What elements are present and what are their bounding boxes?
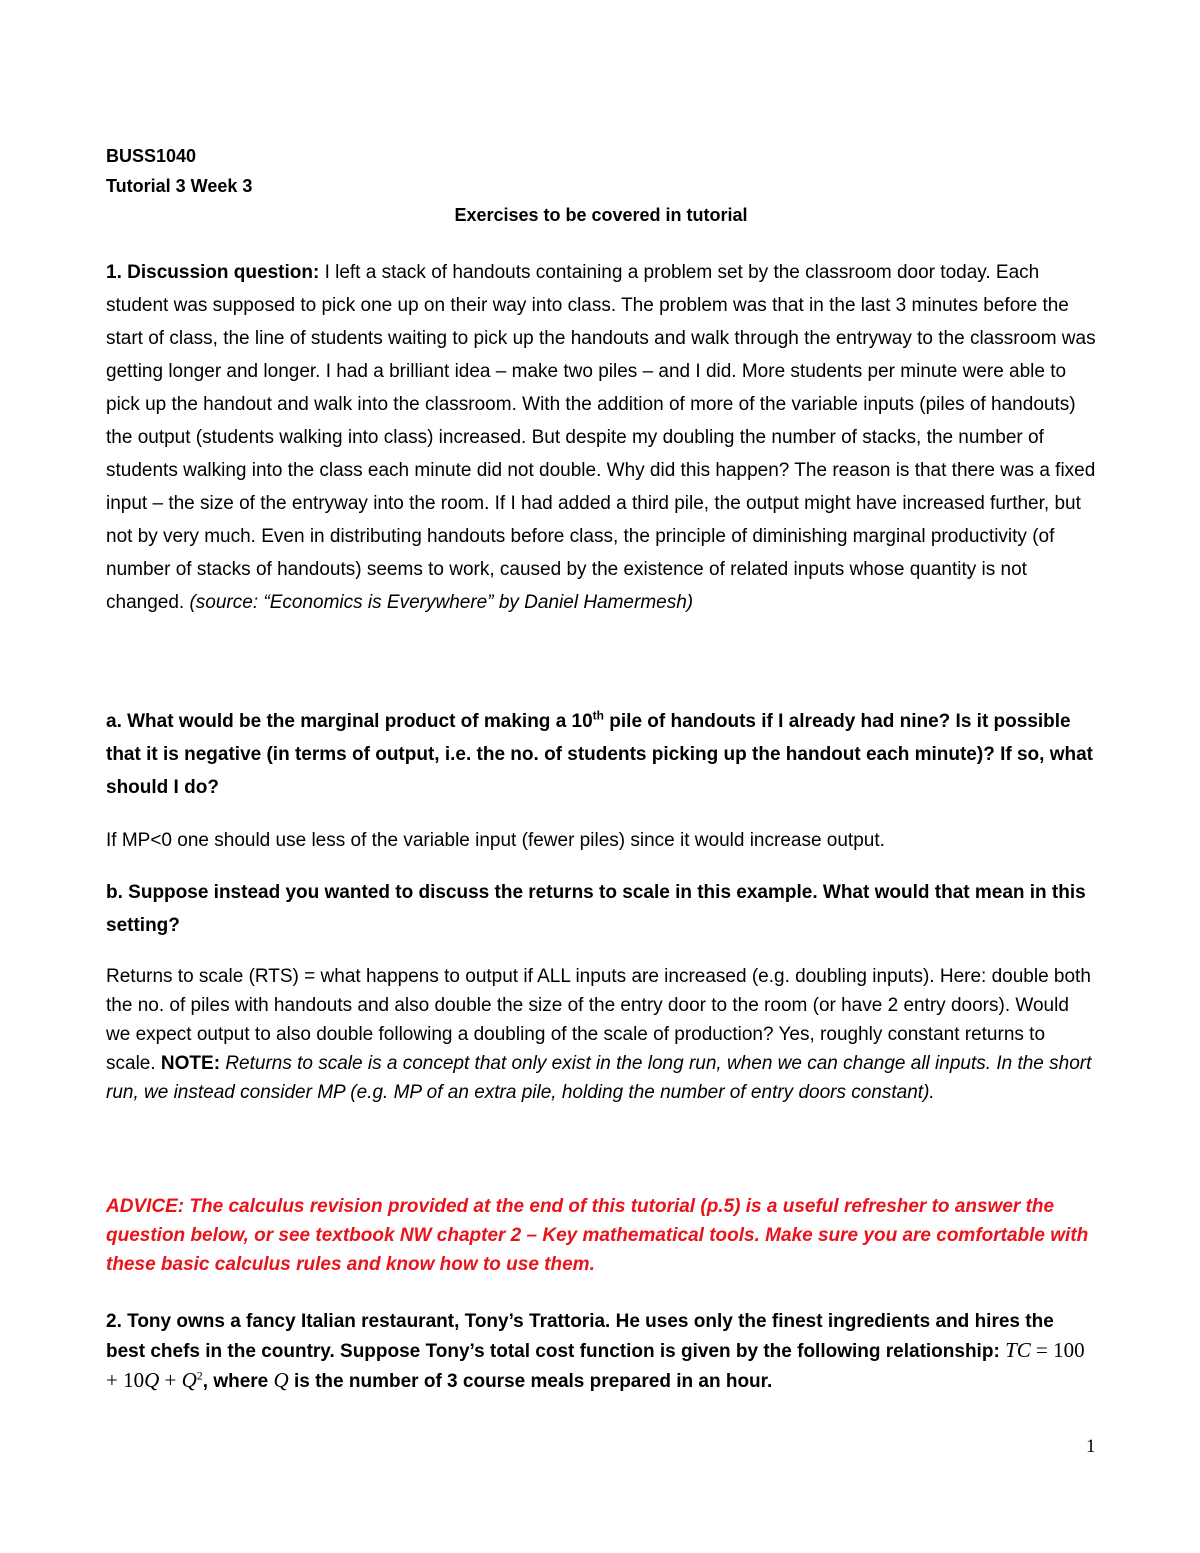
equation-constants: = 100 + 10 xyxy=(106,1338,1085,1392)
course-code: BUSS1040 xyxy=(106,146,197,166)
question-2 xyxy=(106,1307,1096,1396)
question-2-where: , where xyxy=(202,1371,274,1392)
question-1-label: Discussion question: xyxy=(127,262,320,283)
question-1a-text-end: pile of handouts if I already had nine? Is it possible that it is negative (in terms of output, i.e. the no. of students picking up the handout each minute)? If so, what should I do? xyxy=(106,711,1093,798)
equation-exponent: 2 xyxy=(196,1368,203,1383)
equation-q-squared: Q xyxy=(181,1368,197,1392)
question-1a xyxy=(106,705,1096,804)
section-title: Exercises to be covered in tutorial xyxy=(454,205,748,225)
question-1-source: (source: “Economics is Everywhere” by Daniel Hamermesh) xyxy=(189,592,694,613)
question-1a-text-start: a. What would be the marginal product of making a 10 xyxy=(106,711,593,732)
question-1-body: I left a stack of handouts containing a problem set by the classroom door today. Each student was supposed to pick one up on their way into class. The problem was that in the last 3 minutes before the start of class, the line of students waiting to pick up the handouts and walk through the entryway to the classroom was getting longer and longer. I had a brilliant idea – make two piles – and I did. More students per minute were able to pick up the handout and walk into the classroom. With the addition of more of the variable inputs (piles of handouts) the output (students walking into class) increased. But despite my doubling the number of stacks, the number of students walking into the class each minute did not double. Why did this happen? The reason is that there was a fixed input – the size of the entryway into the room. If I had added a third pile, the output might have increased further, but not by very much. Even in distributing handouts before class, the principle of diminishing marginal productivity (of number of stacks of handouts) seems to work, caused by the existence of related inputs whose quantity is not changed. xyxy=(106,262,1096,613)
question-1b: b. Suppose instead you wanted to discuss the returns to scale in this example. What would that mean in this setting? xyxy=(106,882,1086,936)
answer-1b-note-text: Returns to scale is a concept that only exist in the long run, when we can change all inputs. In the short run, we instead consider MP (e.g. MP of an extra pile, holding the number of entry doors constant). xyxy=(106,1053,1092,1103)
equation-plus: + xyxy=(159,1368,182,1392)
page-number: 1 xyxy=(1086,1436,1096,1457)
tutorial-label: Tutorial 3 Week 3 xyxy=(106,176,253,196)
equation-q-variable: Q xyxy=(273,1368,289,1392)
question-1-paragraph xyxy=(106,256,1096,619)
answer-1b-note-label: NOTE: xyxy=(160,1053,221,1074)
equation-q-linear: Q xyxy=(144,1368,160,1392)
question-1a-superscript: th xyxy=(592,708,604,723)
answer-1a: If MP<0 one should use less of the variable input (fewer piles) since it would increase output. xyxy=(106,830,885,851)
question-2-text: 2. Tony owns a fancy Italian restaurant, Tony’s Trattoria. He uses only the finest ingredients and hires the best chefs in the country. Suppose Tony’s total cost function is given by the following relationship: xyxy=(106,1311,1054,1362)
advice-note: ADVICE: The calculus revision provided at the end of this tutorial (p.5) is a useful refresher to answer the question below, or see textbook NW chapter 2 – Key mathematical tools. Make sure you are comfortable with these basic calculus rules and know how to use them. xyxy=(106,1196,1089,1275)
equation-tc: TC xyxy=(1005,1338,1031,1362)
answer-1b-text: Returns to scale (RTS) = what happens to output if ALL inputs are increased (e.g. doubling inputs). Here: double both the no. of piles with handouts and also double the size of the entry door to the room (or have 2 entry doors). Would we expect output to also double following a doubling of the scale of production? Yes, roughly constant returns to scale. xyxy=(106,966,1091,1074)
answer-1b xyxy=(106,962,1096,1107)
question-1-number: 1. xyxy=(106,262,122,283)
question-2-tail: is the number of 3 course meals prepared in an hour. xyxy=(288,1371,773,1392)
